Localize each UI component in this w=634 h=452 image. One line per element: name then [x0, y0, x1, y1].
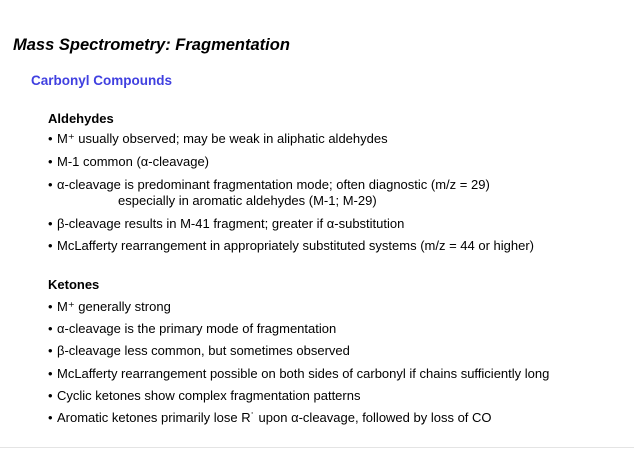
bullet-dot: • [48, 177, 53, 192]
aldehydes-bullet-1 [48, 131, 388, 147]
bullet-text: M-1 common (α-cleavage) [57, 154, 210, 169]
ketones-bullet-5 [48, 388, 360, 404]
bullet-dot: • [48, 388, 53, 403]
bullet-dot: • [48, 154, 53, 169]
bullet-dot: • [48, 299, 53, 314]
bullet-text: β-cleavage less common, but sometimes observed [57, 343, 350, 358]
bullet-text: McLafferty rearrangement in appropriately substituted systems (m/z = 44 or higher) [57, 238, 535, 253]
ketones-heading: Ketones [48, 277, 100, 292]
aldehydes-bullet-3 [48, 177, 490, 193]
bullet-dot: • [48, 238, 53, 253]
ketones-bullet-4 [48, 366, 549, 382]
bullet-dot: • [48, 216, 53, 231]
bullet-text: M⁺ usually observed; may be weak in aliphatic aldehydes [57, 131, 388, 146]
bullet-dot: • [48, 410, 53, 425]
bullet-text: Aromatic ketones primarily lose R˙ upon α-cleavage, followed by loss of CO [57, 410, 492, 425]
bottom-divider [0, 447, 634, 448]
slide-title: Mass Spectrometry: Fragmentation [13, 36, 290, 54]
aldehydes-heading: Aldehydes [48, 111, 114, 126]
bullet-dot: • [48, 321, 53, 336]
ketones-bullet-3 [48, 343, 350, 359]
aldehydes-bullet-2 [48, 154, 209, 170]
ketones-bullet-2 [48, 321, 336, 337]
aldehydes-bullet-5 [48, 238, 534, 254]
slide-subtitle: Carbonyl Compounds [31, 73, 172, 88]
ketones-bullet-6 [48, 410, 492, 426]
bullet-dot: • [48, 343, 53, 358]
aldehydes-bullet-3-continuation: especially in aromatic aldehydes (M-1; M-29) [118, 193, 377, 208]
ketones-bullet-1 [48, 299, 171, 315]
bullet-dot: • [48, 131, 53, 146]
bullet-text: McLafferty rearrangement possible on both sides of carbonyl if chains sufficiently long [57, 366, 550, 381]
bullet-text: Cyclic ketones show complex fragmentation patterns [57, 388, 361, 403]
bullet-text: α-cleavage is predominant fragmentation mode; often diagnostic (m/z = 29) [57, 177, 490, 192]
bullet-text: M⁺ generally strong [57, 299, 171, 314]
bullet-text: α-cleavage is the primary mode of fragmentation [57, 321, 337, 336]
bullet-text: β-cleavage results in M-41 fragment; greater if α-substitution [57, 216, 405, 231]
aldehydes-bullet-4 [48, 216, 404, 232]
bullet-dot: • [48, 366, 53, 381]
